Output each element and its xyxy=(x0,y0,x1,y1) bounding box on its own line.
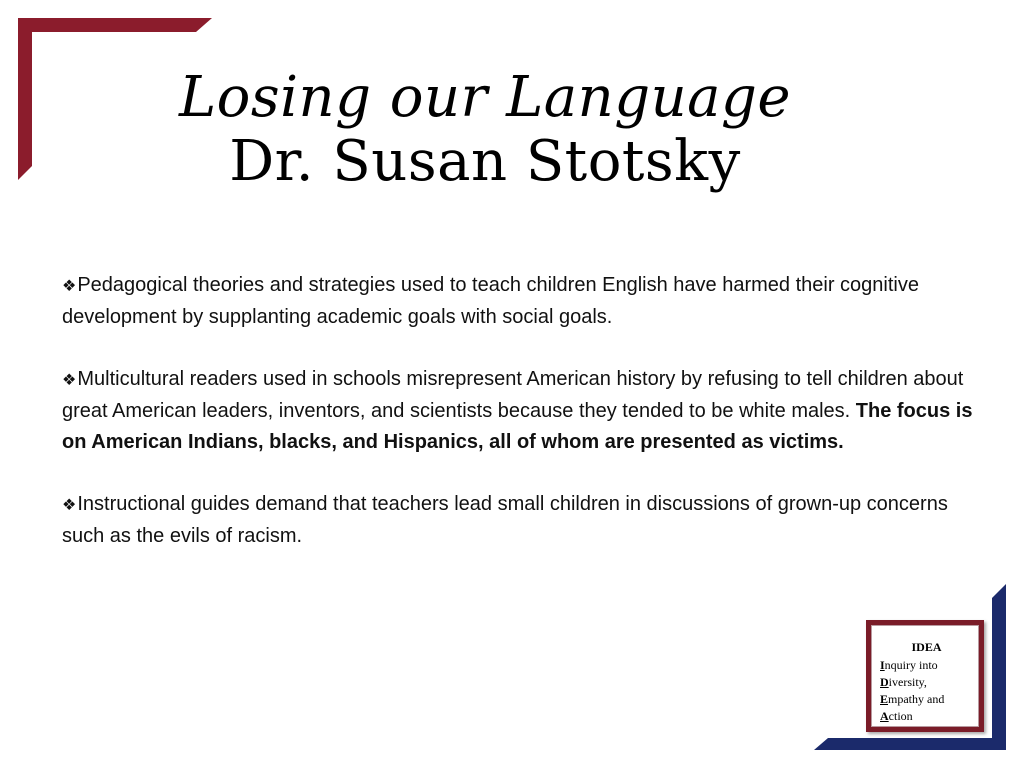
bullet-list xyxy=(62,270,992,583)
logo-initial: D xyxy=(880,675,889,689)
bullet-item-3 xyxy=(62,489,992,552)
idea-logo xyxy=(866,620,984,732)
logo-line xyxy=(880,674,979,691)
bullet-text: Multicultural readers used in schools misrepresent American history by refusing to tell children about great American leaders, inventors, and scientists because they tended to be white males. xyxy=(62,368,964,422)
bullet-text: Instructional guides demand that teachers lead small children in discussions of grown-up concerns such as the evils of racism. xyxy=(62,493,948,547)
logo-line xyxy=(880,691,979,708)
bullet-item-2 xyxy=(62,364,992,458)
logo-initial: A xyxy=(880,709,889,723)
title-author: Dr. Susan Stotsky xyxy=(229,129,741,195)
diamond-bullet-icon: ❖ xyxy=(62,497,77,514)
diamond-bullet-icon: ❖ xyxy=(62,278,77,295)
bullet-bold-text: The focus is on American Indians, blacks, and Hispanics, all of whom are presented as victims. xyxy=(62,400,973,453)
title-main: Losing our Language xyxy=(178,65,792,130)
logo-line-text: iversity, xyxy=(888,675,927,689)
logo-initial: E xyxy=(880,692,889,706)
logo-line-text: nquiry into xyxy=(884,658,938,672)
logo-line-text: ction xyxy=(888,709,913,723)
logo-line-text: mpathy and xyxy=(888,692,945,706)
logo-heading: IDEA xyxy=(911,640,942,654)
bullet-text: Pedagogical theories and strategies used to teach children English have harmed their cognitive development by supplanting academic goals with social goals. xyxy=(62,274,919,328)
slide-title xyxy=(100,66,870,195)
logo-line xyxy=(880,708,979,725)
logo-initial: I xyxy=(880,658,885,672)
logo-line xyxy=(880,657,979,674)
bullet-item-1 xyxy=(62,270,992,333)
diamond-bullet-icon: ❖ xyxy=(62,372,77,389)
